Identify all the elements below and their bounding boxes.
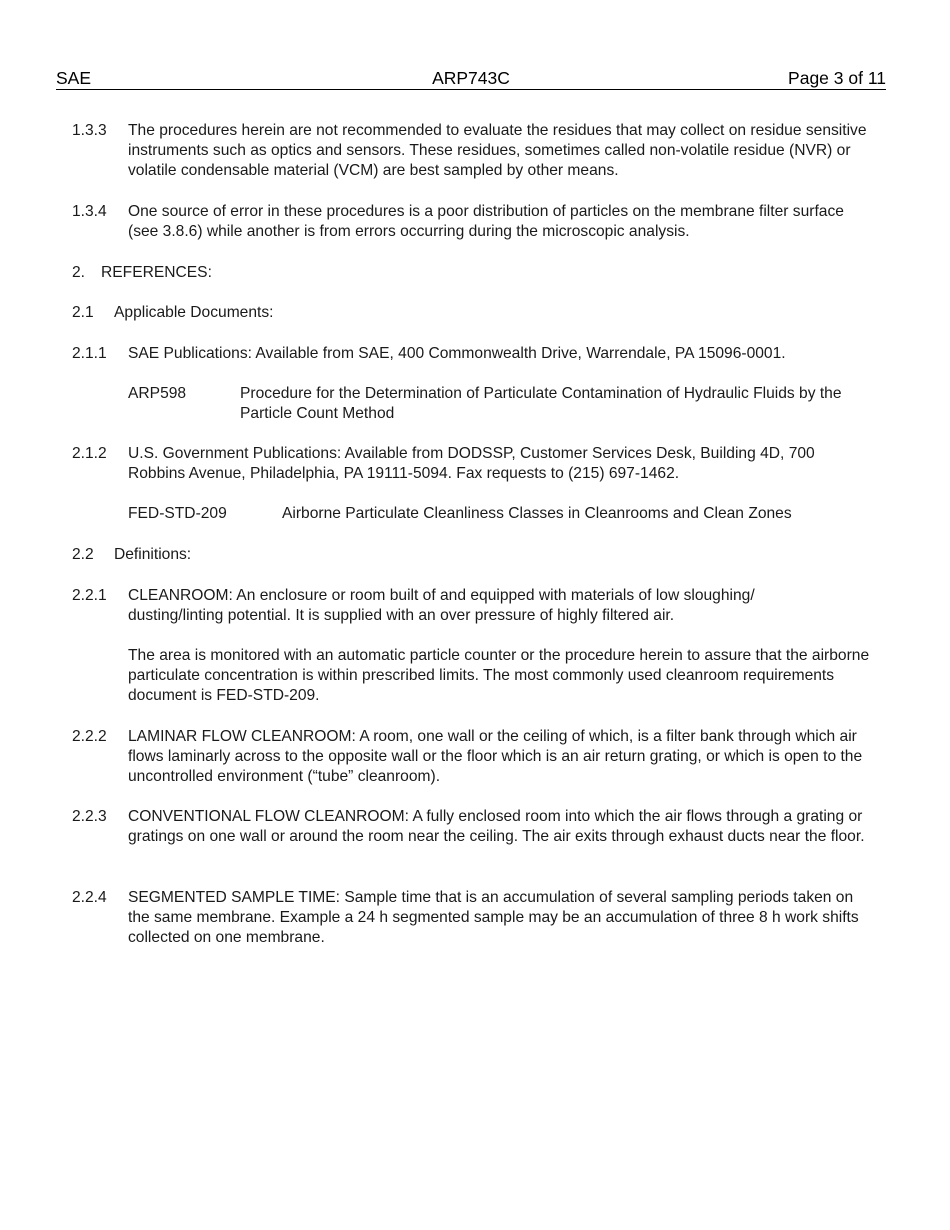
reference-code: ARP598	[128, 385, 187, 402]
header-organization: SAE	[56, 68, 92, 88]
section-number: 2.	[72, 264, 86, 281]
section-number: 2.1.2	[72, 445, 107, 462]
section-2-2-1-paragraph: The area is monitored with an automatic particle counter or the procedure herein to assure that the airborne particulate concentration is within prescribed limits. The most commonly used cleanroom requirements document is FED-STD-209.	[128, 647, 870, 704]
section-number: 2.2.2	[72, 728, 107, 745]
section-text: SEGMENTED SAMPLE TIME: Sample time that is an accumulation of several sampling periods taken on the same membrane. Example a 24 h segmented sample may be an accumulation of three 8 h work shifts collected on one membrane.	[128, 889, 859, 946]
section-heading: REFERENCES:	[101, 264, 212, 281]
reference-code: FED-STD-209	[128, 505, 227, 522]
section-text: CONVENTIONAL FLOW CLEANROOM: A fully enclosed room into which the air flows through a grating or gratings on one wall or around the room near the ceiling. The air exits through exhaust ducts near the floor.	[128, 808, 865, 845]
section-number: 2.2.1	[72, 587, 107, 604]
section-text: The procedures herein are not recommended to evaluate the residues that may collect on residue sensitive instruments such as optics and sensors. These residues, sometimes called non-volatile residue (NVR) or volatile condensable material (VCM) are best sampled by other means.	[128, 122, 867, 179]
page-header	[56, 68, 886, 90]
header-page-number: Page 3 of 11	[788, 68, 886, 88]
section-heading: Applicable Documents:	[114, 304, 274, 321]
section-heading: Definitions:	[114, 546, 192, 563]
section-text: U.S. Government Publications: Available from DODSSP, Customer Services Desk, Building 4D, 700 Robbins Avenue, Philadelphia, PA 19111-5094. Fax requests to (215) 697-1462.	[128, 445, 815, 482]
header-document-number: ARP743C	[432, 68, 510, 88]
section-number: 1.3.3	[72, 122, 107, 139]
section-text: One source of error in these procedures is a poor distribution of particles on the membrane filter surface (see 3.8.6) while another is from errors occurring during the microscopic analysis.	[128, 203, 844, 240]
section-number: 2.2.4	[72, 889, 107, 906]
section-text: CLEANROOM: An enclosure or room built of and equipped with materials of low sloughing/ dusting/linting potential. It is supplied with an over pressure of highly filtered air.	[128, 587, 755, 624]
reference-description: Airborne Particulate Cleanliness Classes in Cleanrooms and Clean Zones	[282, 505, 792, 522]
section-number: 2.2.3	[72, 808, 107, 825]
section-number: 2.1	[72, 304, 94, 321]
section-number: 2.2	[72, 546, 94, 563]
section-text: SAE Publications: Available from SAE, 400 Commonwealth Drive, Warrendale, PA 15096-0001.	[128, 345, 786, 362]
section-number: 1.3.4	[72, 203, 107, 220]
section-number: 2.1.1	[72, 345, 107, 362]
reference-description: Procedure for the Determination of Particulate Contamination of Hydraulic Fluids by the Particle Count Method	[240, 385, 842, 422]
section-text: LAMINAR FLOW CLEANROOM: A room, one wall or the ceiling of which, is a filter bank through which air flows laminarly across to the opposite wall or the floor which is an air return grating, or which is open to the uncontrolled environment (“tube” cleanroom).	[128, 728, 863, 785]
